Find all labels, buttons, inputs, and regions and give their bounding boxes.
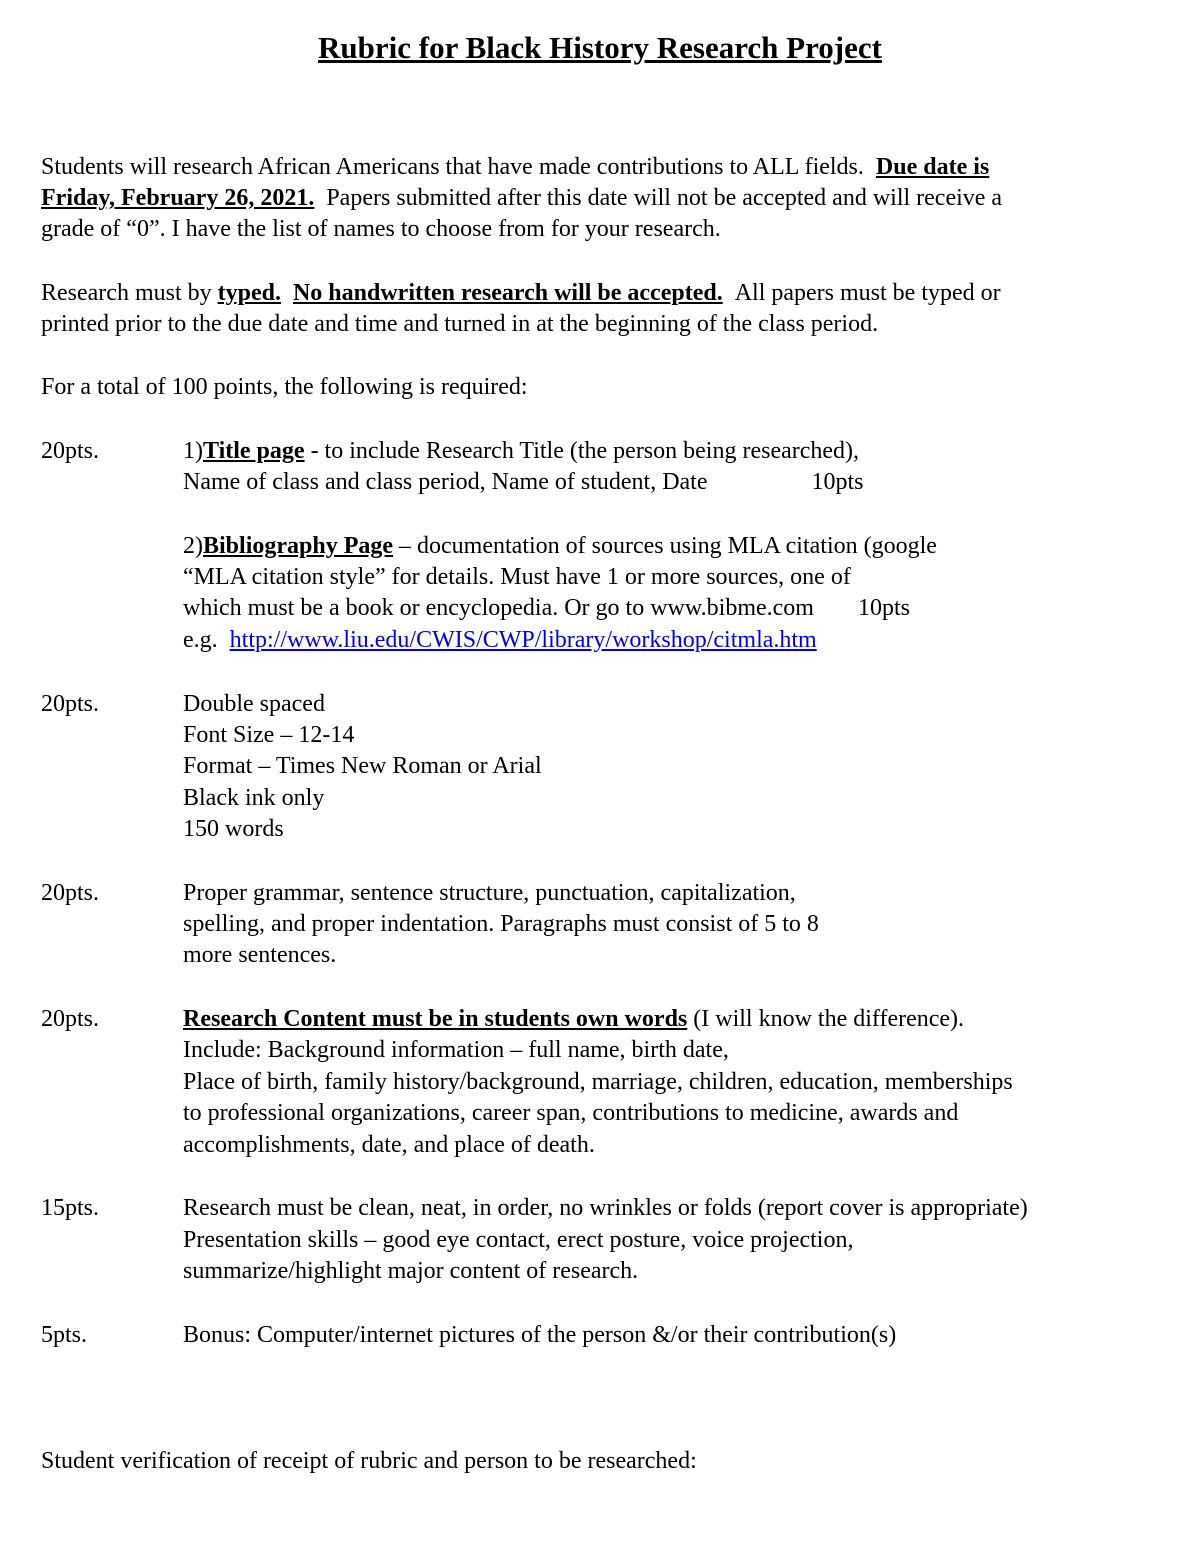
typed-line-1	[41, 278, 1001, 309]
typed-line-2: printed prior to the due date and time and turned in at the beginning of the class period.	[41, 311, 879, 337]
title-page-points: 10pts	[811, 469, 864, 495]
mla-citation-link[interactable]: http://www.liu.edu/CWIS/CWP/library/workshop/citmla.htm	[229, 627, 817, 653]
presentation-line: Research must be clean, neat, in order, no wrinkles or folds (report cover is appropriate)	[183, 1195, 1028, 1221]
example-line	[183, 625, 817, 656]
content-line-1	[183, 1004, 964, 1035]
section-2-points: 20pts.	[41, 691, 100, 717]
typed-word: typed.	[217, 280, 281, 306]
bibliography-line-3	[183, 593, 910, 624]
format-item: Font Size – 12-14	[183, 722, 355, 748]
format-item: Format – Times New Roman or Arial	[183, 753, 542, 779]
intro-line-1	[41, 152, 989, 183]
due-date: Friday, February 26, 2021.	[41, 185, 315, 211]
example-label: e.g.	[183, 627, 218, 653]
page-title: Rubric for Black History Research Project	[318, 30, 882, 65]
own-words-note: (I will know the difference).	[687, 1006, 965, 1032]
bibliography-desc-3: which must be a book or encyclopedia. Or go to www.bibme.com	[183, 595, 814, 621]
grammar-line: spelling, and proper indentation. Paragraphs must consist of 5 to 8	[183, 911, 819, 937]
own-words-requirement: Research Content must be in students own words	[183, 1006, 688, 1032]
content-line: Place of birth, family history/background, marriage, children, education, memberships	[183, 1069, 1013, 1095]
content-line: Include: Background information – full name, birth date,	[183, 1037, 729, 1063]
presentation-line: Presentation skills – good eye contact, erect posture, voice projection,	[183, 1227, 854, 1253]
bibliography-label: Bibliography Page	[203, 533, 394, 559]
format-item: Black ink only	[183, 785, 325, 811]
section-3-points: 20pts.	[41, 880, 100, 906]
bibliography-num: 2)	[183, 533, 203, 559]
format-item: 150 words	[183, 816, 284, 842]
bonus-line: Bonus: Computer/internet pictures of the person &/or their contribution(s)	[183, 1322, 897, 1348]
grammar-line: more sentences.	[183, 942, 337, 968]
intro-late-policy: Papers submitted after this date will not be accepted and will receive a	[326, 185, 1003, 211]
title-page-line-2	[183, 467, 864, 498]
bibliography-line-2: “MLA citation style” for details. Must have 1 or more sources, one of	[183, 564, 851, 590]
intro-line-3: grade of “0”. I have the list of names to choose from for your research.	[41, 216, 721, 242]
presentation-line: summarize/highlight major content of research.	[183, 1258, 639, 1284]
bibliography-points: 10pts	[857, 595, 910, 621]
section-6-points: 5pts.	[41, 1322, 88, 1348]
bibliography-line-1	[183, 531, 937, 562]
title-page-line-1	[183, 436, 859, 467]
title-page-label: Title page	[203, 438, 305, 464]
typed-rest: All papers must be typed or	[734, 280, 1001, 306]
title-page-desc-2: Name of class and class period, Name of student, Date	[183, 469, 708, 495]
intro-line-2	[41, 183, 1002, 214]
section-1-points: 20pts.	[41, 438, 100, 464]
title-page-num: 1)	[183, 438, 203, 464]
title-page-desc: - to include Research Title (the person being researched),	[304, 438, 860, 464]
intro-text: Students will research African Americans that have made contributions to ALL fields.	[41, 154, 864, 180]
typed-prefix: Research must by	[41, 280, 212, 306]
section-5-points: 15pts.	[41, 1195, 100, 1221]
due-date-label: Due date is	[875, 154, 990, 180]
total-points-line: For a total of 100 points, the following is required:	[41, 374, 528, 400]
no-handwritten-notice: No handwritten research will be accepted.	[292, 280, 723, 306]
section-4-points: 20pts.	[41, 1006, 100, 1032]
bibliography-desc: – documentation of sources using MLA citation (google	[393, 533, 937, 559]
content-line: to professional organizations, career span, contributions to medicine, awards and	[183, 1100, 959, 1126]
grammar-line: Proper grammar, sentence structure, punctuation, capitalization,	[183, 880, 796, 906]
content-line: accomplishments, date, and place of death.	[183, 1132, 595, 1158]
format-item: Double spaced	[183, 691, 325, 717]
verification-line: Student verification of receipt of rubric and person to be researched:	[41, 1448, 697, 1474]
